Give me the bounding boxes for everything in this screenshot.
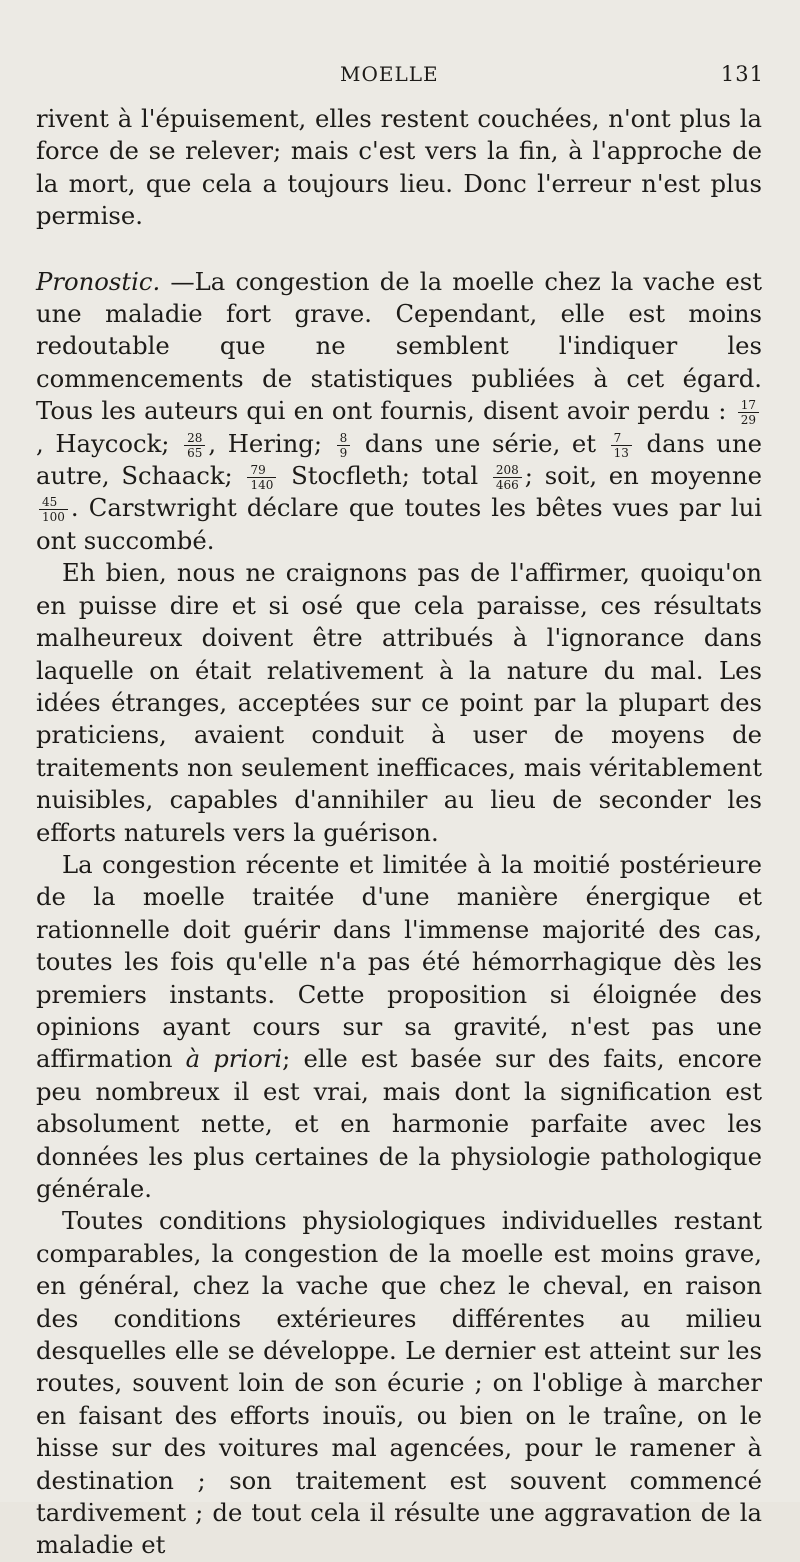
paragraph-3: [36, 557, 762, 849]
fraction-numerator: 79: [247, 464, 276, 478]
paragraph-1: [36, 103, 762, 233]
paragraph-gap: [36, 233, 762, 266]
fraction-numerator: 17: [738, 399, 759, 413]
paragraph-2-text-6: Stocfleth; total: [279, 461, 490, 491]
italic-phrase: à priori: [185, 1044, 283, 1074]
fraction-4: [611, 432, 632, 459]
fraction-2: [184, 432, 205, 459]
paragraph-3-text: Eh bien, nous ne craignons pas de l'affirmer, quoiqu'on en puisse dire et si osé que cela paraisse, ces résultats malheureux doivent être attribués à l'ignorance dans laquelle on était relativement à la nature du mal. Les idées étranges, acceptées sur ce point par la plupart des praticiens, avaient conduit à user de moyens de traitements non seulement inefficaces, mais véritablement nuisibles, capables d'annihiler au lieu de seconder les efforts naturels vers la guérison.: [36, 558, 762, 847]
fraction-numerator: 28: [184, 432, 205, 446]
fraction-3: [337, 432, 351, 459]
fraction-denominator: 140: [250, 478, 274, 493]
fraction-denominator: 65: [187, 445, 203, 460]
paragraph-5-text: Toutes conditions physiologiques individuelles restant comparables, la congestion de la moelle est moins grave, en général, chez la vache que chez le cheval, en raison des conditions extérieures différentes au milieu desquelles elle se développe. Le dernier est atteint sur les routes, souvent loin de son écurie ; on l'oblige à marcher en faisant des efforts inouïs, ou bien on le traîne, on le hisse sur des voitures mal agencées, pour le ramener à destination ; son traitement est souvent commencé tardivement ; de tout cela il résulte une aggravation de la maladie et: [36, 1206, 762, 1560]
page-header: [0, 60, 800, 90]
fraction-denominator: 13: [613, 445, 629, 460]
section-lead-in: Pronostic.: [36, 266, 161, 296]
fraction-1: [738, 399, 759, 426]
fraction-numerator: 45: [39, 496, 68, 510]
paragraph-2-text-7: ; soit, en moyenne: [524, 461, 762, 491]
fraction-7: [39, 496, 68, 523]
paragraph-2-text-8: . Carstwright déclare que toutes les bêtes vues par lui ont succombé.: [36, 493, 762, 555]
paragraph-2-text-5: dans une autre, Schaack;: [36, 428, 762, 491]
paragraph-2-text-4: dans une série, et: [353, 428, 608, 458]
fraction-denominator: 466: [495, 478, 519, 493]
running-title: MOELLE: [340, 62, 439, 86]
fraction-denominator: 9: [339, 445, 348, 460]
page-number: 131: [720, 62, 764, 86]
fraction-6: [493, 464, 522, 491]
paragraph-2-text-3: , Hering;: [208, 428, 334, 458]
fraction-numerator: 208: [493, 464, 522, 478]
fraction-numerator: 8: [337, 432, 351, 446]
paragraph-2: [36, 266, 762, 558]
paragraph-2-text-2: , Haycock;: [36, 428, 182, 458]
fraction-numerator: 7: [611, 432, 632, 446]
page-body: [36, 103, 762, 1562]
paragraph-4-text-1: La congestion récente et limitée à la moitié postérieure de la moelle traitée d'une manière énergique et rationnelle doit guérir dans l'immense majorité des cas, toutes les fois qu'elle n'a pas été hémorrhagique dès les premiers instants. Cette proposition si éloignée des opinions ayant cours sur sa gravité, n'est pas une affirmation: [36, 849, 762, 1074]
fraction-denominator: 100: [42, 510, 65, 525]
fraction-denominator: 29: [740, 413, 756, 428]
paragraph-1-text: rivent à l'épuisement, elles restent couchées, n'ont plus la force de se relever; mais c'est vers la fin, à l'approche de la mort, que cela a toujours lieu. Donc l'erreur n'est plus permise.: [36, 104, 762, 231]
paragraph-4: [36, 849, 762, 1205]
fraction-5: [247, 464, 276, 491]
paragraph-5: [36, 1205, 762, 1561]
paragraph-4-text-2: ; elle est basée sur des faits, encore peu nombreux il est vrai, mais dont la signification est absolument nette, et en harmonie parfaite avec les données les plus certaines de la physiologie pathologique générale.: [36, 1044, 762, 1203]
paragraph-2-text-1: —La congestion de la moelle chez la vache est une maladie fort grave. Cependant, elle est moins redoutable que ne semblent l'indiquer les commencements de statistiques publiées à cet égard. Tous les auteurs qui en ont fournis, disent avoir perdu :: [36, 266, 762, 426]
